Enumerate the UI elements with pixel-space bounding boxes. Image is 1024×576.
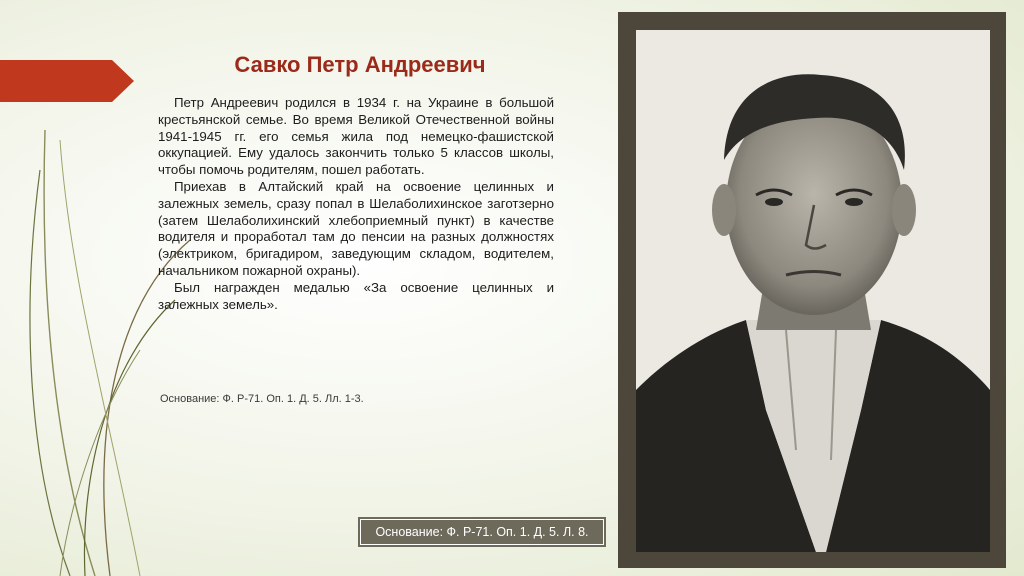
biography-paragraph: Петр Андреевич родился в 1934 г. на Украине в большой крестьянской семье. Во время Великой Отечественной войны 1941-1945 гг. его семья жила под немецко-фашистской оккупацией. Ему удалось закончить только 5 классов школы, чтобы помочь родителям, пошел работать. — [158, 95, 554, 178]
biography-paragraph: Был награжден медалью «За освоение целинных и залежных земель». — [158, 279, 554, 312]
biography-text — [158, 95, 554, 313]
photo-caption: Основание: Ф. Р-71. Оп. 1. Д. 5. Л. 8. — [360, 519, 604, 545]
archive-source: Основание: Ф. Р-71. Оп. 1. Д. 5. Лл. 1-3. — [160, 393, 364, 405]
portrait-photo — [636, 30, 990, 552]
portrait-illustration — [636, 30, 990, 552]
biography-paragraph: Приехав в Алтайский край на освоение целинных и залежных земель, сразу попал в Шелаболихинское заготзерно (затем Шелаболихинский хлебоприемный пункт) в качестве водителя и проработал там до пенсии на разных должностях (электриком, бригадиром, заведующим складом, водителем, начальником пожарной охраны). — [158, 178, 554, 278]
title-arrow-decoration — [0, 60, 134, 102]
page-title: Савко Петр Андреевич — [234, 52, 486, 77]
photo-frame — [618, 12, 1006, 568]
photo-caption-box — [358, 517, 606, 547]
